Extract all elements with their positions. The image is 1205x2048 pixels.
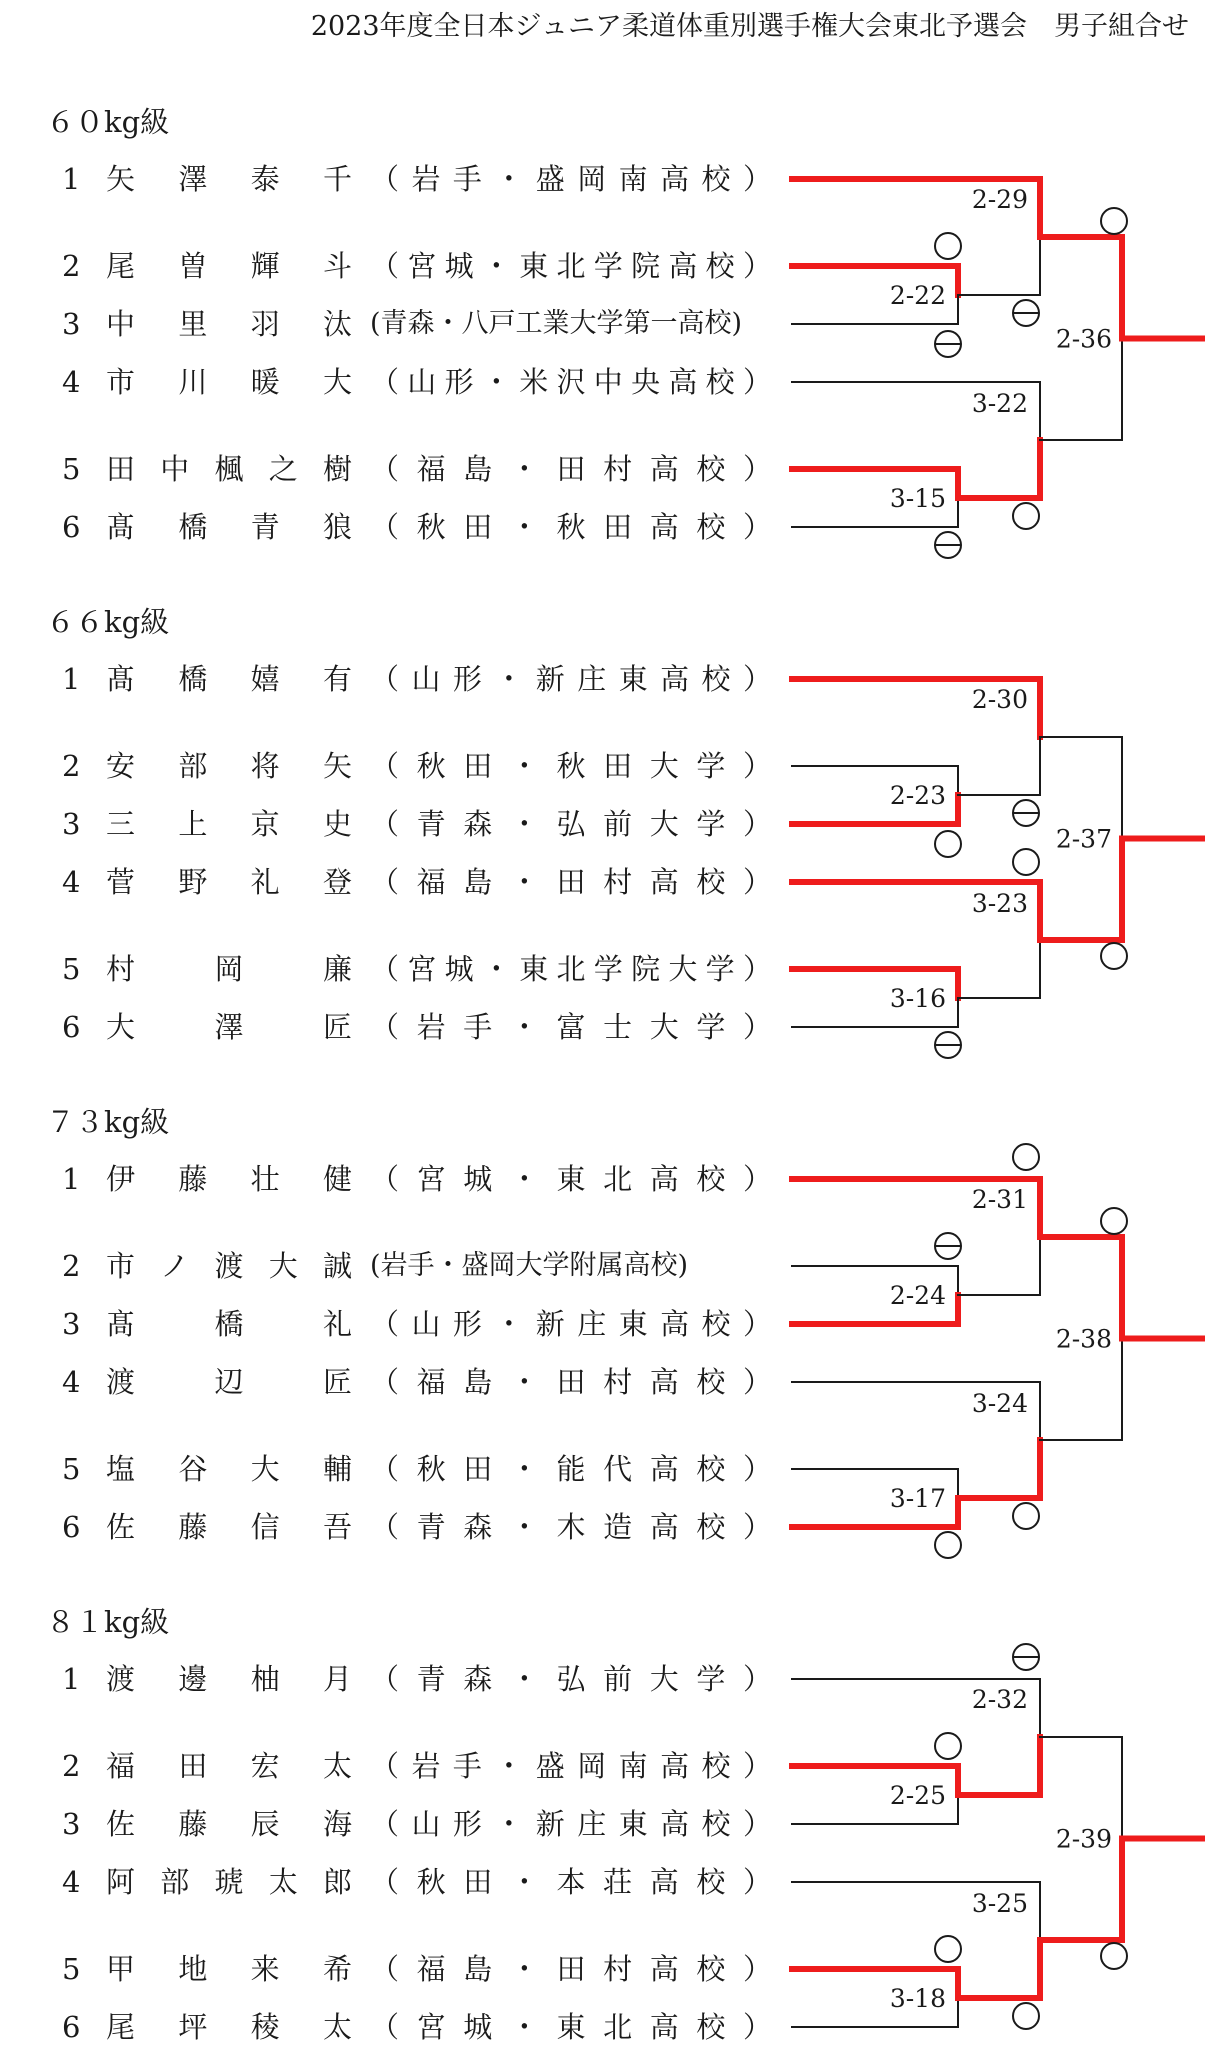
athlete-affiliation: （青森・木造高校）	[370, 1510, 772, 1544]
athlete-affiliation: （山形・新庄東高校）	[370, 662, 772, 696]
match-number: 2-32	[971, 1685, 1028, 1714]
athlete-number: 2	[62, 249, 81, 283]
athlete-number: 1	[62, 162, 81, 196]
athlete-name: 福田宏太	[106, 1749, 352, 1783]
athlete-name: 佐藤辰海	[106, 1807, 352, 1841]
athlete-affiliation: （宮城・東北高校）	[370, 2010, 772, 2044]
athlete-name: 髙橋青狼	[106, 510, 352, 544]
win-mark-icon	[1101, 208, 1127, 234]
win-mark-icon	[1013, 503, 1039, 529]
win-mark-icon	[1013, 1644, 1039, 1670]
win-mark-icon	[935, 1532, 961, 1558]
athlete-name: 髙 橋 礼	[106, 1307, 352, 1341]
athlete-number: 1	[62, 662, 81, 696]
athlete-affiliation: （山形・米沢中央高校）	[370, 365, 772, 399]
athlete-affiliation: （山形・新庄東高校）	[370, 1807, 772, 1841]
weight-class-label: ７３kg級	[46, 1105, 170, 1139]
athlete-affiliation: （青森・弘前大学）	[370, 1662, 772, 1696]
athlete-number: 5	[62, 1452, 81, 1486]
athlete-name: 市川暖大	[106, 365, 352, 399]
athlete-number: 4	[62, 865, 81, 899]
athlete-affiliation: （福島・田村高校）	[370, 1952, 772, 1986]
athlete-number: 5	[62, 952, 81, 986]
win-mark-icon	[1013, 1503, 1039, 1529]
athlete-affiliation: （秋田・本荘高校）	[370, 1865, 772, 1899]
athlete-affiliation: （宮城・東北学院大学）	[370, 952, 772, 986]
athlete-name: 市ノ渡大誠	[106, 1249, 352, 1283]
win-mark-icon	[1101, 943, 1127, 969]
match-number: 3-16	[889, 984, 946, 1013]
athlete-affiliation: （秋田・能代高校）	[370, 1452, 772, 1486]
match-number: 2-24	[889, 1281, 946, 1310]
athlete-name: 村 岡 廉	[106, 952, 352, 986]
athlete-number: 2	[62, 1249, 81, 1283]
athlete-affiliation: （岩手・盛岡南高校）	[370, 162, 772, 196]
win-mark-icon	[935, 1936, 961, 1962]
athlete-affiliation: （福島・田村高校）	[370, 865, 772, 899]
win-mark-icon	[935, 1733, 961, 1759]
win-mark-icon	[1101, 1943, 1127, 1969]
win-mark-icon	[935, 1233, 961, 1259]
athlete-name: 大 澤 匠	[106, 1010, 352, 1044]
match-number: 3-23	[971, 889, 1028, 918]
athlete-affiliation: （福島・田村高校）	[370, 452, 772, 486]
weight-class-label: ６０kg級	[46, 105, 170, 139]
page-title: 2023年度全日本ジュニア柔道体重別選手権大会東北予選会 男子組合せ	[310, 11, 1189, 42]
match-number: 2-31	[971, 1185, 1028, 1214]
athlete-number: 3	[62, 807, 81, 841]
weight-class-label: ８１kg級	[46, 1605, 170, 1639]
athlete-name: 伊藤壮健	[106, 1162, 352, 1196]
athlete-affiliation: （岩手・富士大学）	[370, 1010, 772, 1044]
athlete-number: 4	[62, 365, 81, 399]
athlete-number: 6	[62, 1510, 81, 1544]
athlete-affiliation: （秋田・秋田大学）	[370, 749, 772, 783]
athlete-name: 尾坪稜太	[106, 2010, 352, 2044]
win-mark-icon	[1013, 1144, 1039, 1170]
athlete-name: 中里羽汰	[106, 307, 352, 341]
athlete-number: 1	[62, 1162, 81, 1196]
match-number: 2-37	[1055, 824, 1112, 854]
weight-class-label: ６６kg級	[46, 605, 170, 639]
athlete-name: 髙橋嬉有	[106, 662, 352, 696]
athlete-affiliation: （山形・新庄東高校）	[370, 1307, 772, 1341]
match-number: 2-25	[889, 1781, 946, 1810]
athlete-name: 渡邊柚月	[106, 1662, 352, 1696]
athlete-affiliation: （宮城・東北高校）	[370, 1162, 772, 1196]
win-mark-icon	[935, 331, 961, 357]
athlete-number: 4	[62, 1865, 81, 1899]
athlete-number: 2	[62, 1749, 81, 1783]
match-number: 2-36	[1055, 324, 1112, 354]
athlete-number: 3	[62, 1307, 81, 1341]
athlete-number: 3	[62, 307, 81, 341]
athlete-name: 安部将矢	[106, 749, 352, 783]
match-number: 2-30	[971, 685, 1028, 714]
athlete-affiliation: （福島・田村高校）	[370, 1365, 772, 1399]
athlete-name: 菅野礼登	[106, 865, 352, 899]
athlete-affiliation: （青森・弘前大学）	[370, 807, 772, 841]
win-mark-icon	[1013, 300, 1039, 326]
win-mark-icon	[1013, 2003, 1039, 2029]
athlete-affiliation: （岩手・盛岡南高校）	[370, 1749, 772, 1783]
win-mark-icon	[935, 1032, 961, 1058]
athlete-name: 渡 辺 匠	[106, 1365, 352, 1399]
athlete-number: 6	[62, 510, 81, 544]
athlete-name: 甲地来希	[106, 1952, 352, 1986]
athlete-name: 尾曽輝斗	[106, 249, 352, 283]
win-mark-icon	[935, 831, 961, 857]
match-number: 2-39	[1055, 1824, 1112, 1854]
athlete-number: 5	[62, 452, 81, 486]
athlete-name: 三上京史	[106, 807, 352, 841]
athlete-name: 阿部琥太郎	[106, 1865, 352, 1899]
win-mark-icon	[935, 233, 961, 259]
athlete-number: 5	[62, 1952, 81, 1986]
athlete-number: 6	[62, 1010, 81, 1044]
athlete-name: 矢澤泰千	[106, 162, 352, 196]
match-number: 3-17	[889, 1484, 946, 1513]
athlete-number: 1	[62, 1662, 81, 1696]
match-number: 3-25	[971, 1889, 1028, 1918]
athlete-name: 佐藤信吾	[106, 1510, 352, 1544]
athlete-affiliation: (岩手・盛岡大学附属高校)	[370, 1250, 689, 1281]
athlete-number: 4	[62, 1365, 81, 1399]
match-number: 2-23	[889, 781, 946, 810]
match-number: 3-24	[971, 1389, 1028, 1418]
match-number: 2-22	[889, 281, 946, 310]
athlete-number: 3	[62, 1807, 81, 1841]
athlete-number: 2	[62, 749, 81, 783]
match-number: 2-29	[971, 185, 1028, 214]
match-number: 3-18	[889, 1984, 946, 2013]
win-mark-icon	[935, 532, 961, 558]
match-number: 2-38	[1055, 1324, 1112, 1354]
athlete-name: 塩谷大輔	[106, 1452, 352, 1486]
athlete-name: 田中楓之樹	[106, 452, 352, 486]
win-mark-icon	[1101, 1208, 1127, 1234]
match-number: 3-15	[889, 484, 946, 513]
athlete-number: 6	[62, 2010, 81, 2044]
athlete-affiliation: （秋田・秋田高校）	[370, 510, 772, 544]
athlete-affiliation: (青森・八戸工業大学第一高校)	[370, 308, 743, 339]
win-mark-icon	[1013, 800, 1039, 826]
match-number: 3-22	[971, 389, 1028, 418]
athlete-affiliation: （宮城・東北学院高校）	[370, 249, 772, 283]
win-mark-icon	[1013, 849, 1039, 875]
